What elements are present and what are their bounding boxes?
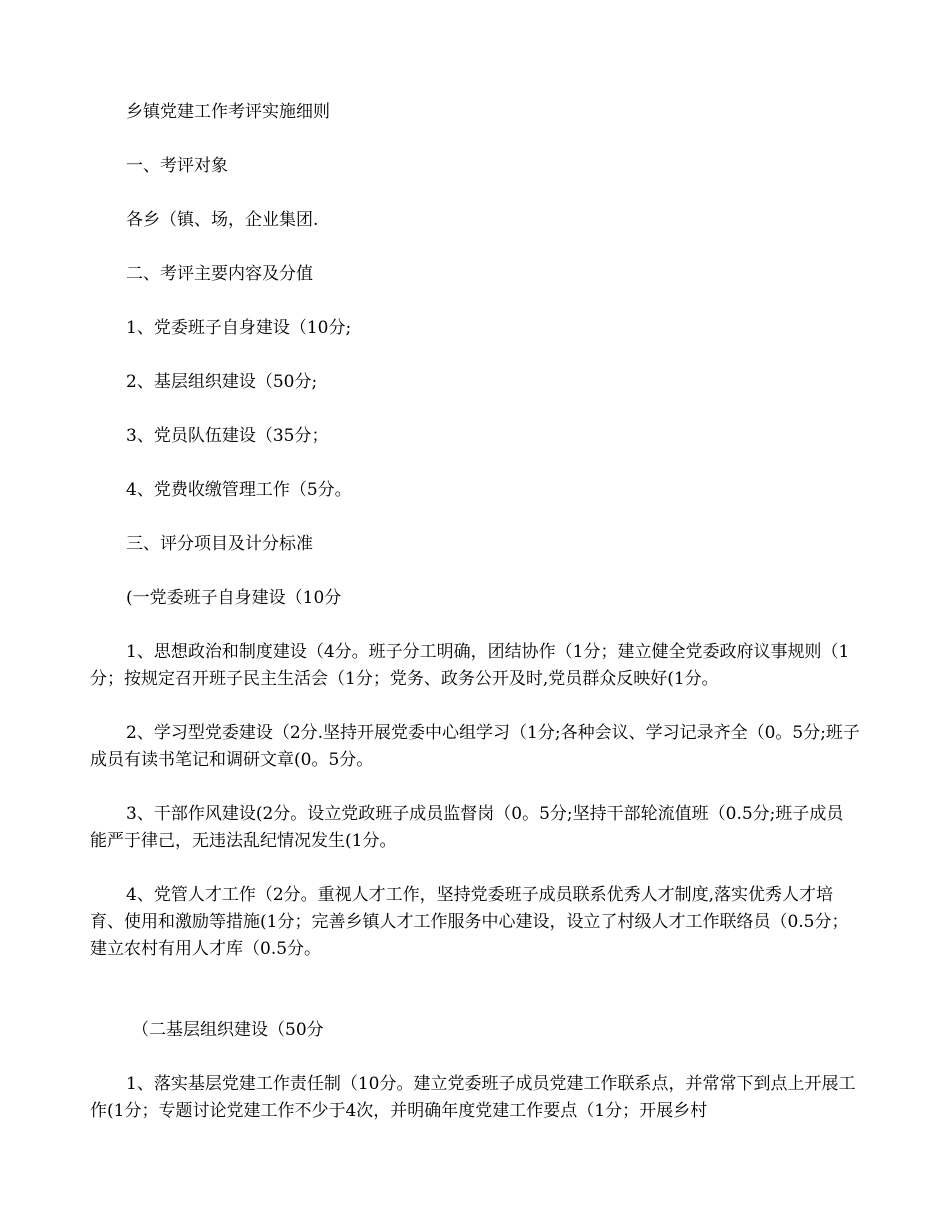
list-item: 2、基层组织建设（50分; [126,372,318,392]
list-item: 4、党费收缴管理工作（5分。 [126,480,352,500]
paragraph: 2、学习型党委建设（2分.坚持开展党委中心组学习（1分;各种会议、学习记录齐全（0。5分;班子成员有读书笔记和调研文章(0。5分。 [90,723,860,770]
section-heading: 一、考评对象 [126,156,228,176]
paragraph: 1、思想政治和制度建设（4分。班子分工明确，团结协作（1分；建立健全党委政府议事规则（1分；按规定召开班子民主生活会（1分；党务、政务公开及时,党员群众反映好(1分。 [90,642,850,689]
subsection-heading: (一党委班子自身建设（10分 [126,588,342,608]
paragraph: 4、党管人才工作（2分。重视人才工作，坚持党委班子成员联系优秀人才制度,落实优秀人才培育、使用和激励等措施(1分；完善乡镇人才工作服务中心建设，设立了村级人才工作联络员（0.5分；建立农村有用人才库（0.5分。 [90,885,849,959]
section-heading: 三、评分项目及计分标准 [126,534,313,554]
paragraph: 3、干部作风建设(2分。设立党政班子成员监督岗（0。5分;坚持干部轮流值班（0.5分;班子成员能严于律己，无违法乱纪情况发生(1分。 [90,804,844,851]
paragraph: 1、落实基层党建工作责任制（10分。建立党委班子成员党建工作联系点，并常常下到点上开展工作(1分；专题讨论党建工作不少于4次，并明确年度党建工作要点（1分；开展乡村 [90,1074,856,1121]
list-item: 3、党员队伍建设（35分； [126,426,329,446]
subsection-heading: （二基层组织建设（50分 [132,1020,324,1040]
paragraph: 各乡（镇、场，企业集团. [126,210,319,230]
section-heading: 二、考评主要内容及分值 [126,264,313,284]
list-item: 1、党委班子自身建设（10分; [126,318,352,338]
document-title: 乡镇党建工作考评实施细则 [126,102,330,122]
